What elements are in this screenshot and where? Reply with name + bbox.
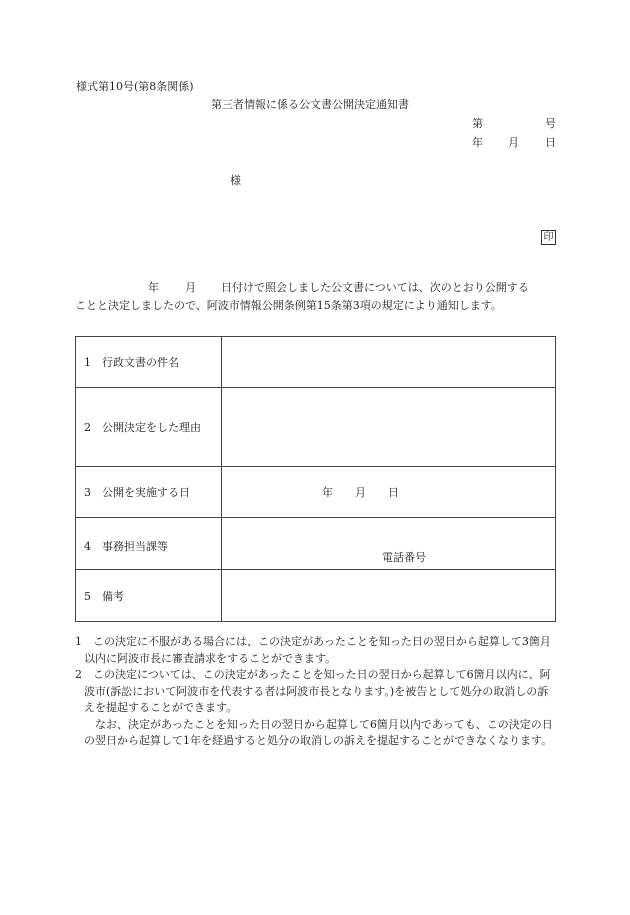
table-label: 4 事務担当課等 bbox=[76, 518, 222, 570]
table-value bbox=[222, 570, 556, 622]
document-title: 第三者情報に係る公文書公開決定通知書 bbox=[211, 98, 409, 111]
table-label: 2 公開決定をした理由 bbox=[76, 388, 222, 467]
addressee-honorific: 様 bbox=[230, 174, 241, 187]
header-date-year: 年 bbox=[472, 136, 483, 149]
phone-number-label: 電話番号 bbox=[222, 518, 556, 570]
document-number-prefix: 第 bbox=[472, 117, 483, 130]
table-label: 3 公開を実施する日 bbox=[76, 467, 222, 518]
document-number-suffix: 号 bbox=[545, 117, 556, 130]
implementation-date-value: 年 月 日 bbox=[222, 467, 556, 518]
table-label: 5 備考 bbox=[76, 570, 222, 622]
header-date-month: 月 bbox=[508, 136, 519, 149]
note-lawsuit-limit: なお、決定があったことを知った日の翌日から起算して6箇月以内であっても、この決定の日の翌日から起算して1年を経過すると処分の取消しの訴えを提起することができなくなります。 bbox=[84, 717, 553, 747]
note-lawsuit: 2 この決定については、この決定があったことを知った日の翌日から起算して6箇月以内に、阿波市(訴訟において阿波市を代表する者は阿波市長となります。)を被告として処分の取消しの訴えを提起することができます。 bbox=[75, 668, 551, 714]
table-value bbox=[222, 337, 556, 388]
table-row bbox=[76, 388, 556, 467]
table-row bbox=[76, 337, 556, 388]
notes-section bbox=[75, 634, 559, 750]
seal-stamp: 印 bbox=[541, 230, 556, 245]
body-text-line1: 日付けで照会しました公文書については、次のとおり公開する bbox=[221, 281, 529, 294]
table-row bbox=[76, 518, 556, 570]
table-row bbox=[76, 467, 556, 518]
table-label: 1 行政文書の件名 bbox=[76, 337, 222, 388]
table-row bbox=[76, 570, 556, 622]
body-date-month: 月 bbox=[185, 281, 196, 294]
body-text-line2: ことと決定しましたので、阿波市情報公開条例第15条第3項の規定により通知します。 bbox=[75, 299, 502, 312]
body-date-year: 年 bbox=[148, 281, 159, 294]
form-number: 様式第10号(第8条関係) bbox=[76, 80, 194, 93]
note-appeal: 1 この決定に不服がある場合には、この決定があったことを知った日の翌日から起算して3箇月以内に阿波市長に審査請求をすることができます。 bbox=[75, 635, 551, 665]
table-value bbox=[222, 388, 556, 467]
header-date-day: 日 bbox=[545, 136, 556, 149]
decision-table bbox=[75, 336, 556, 622]
